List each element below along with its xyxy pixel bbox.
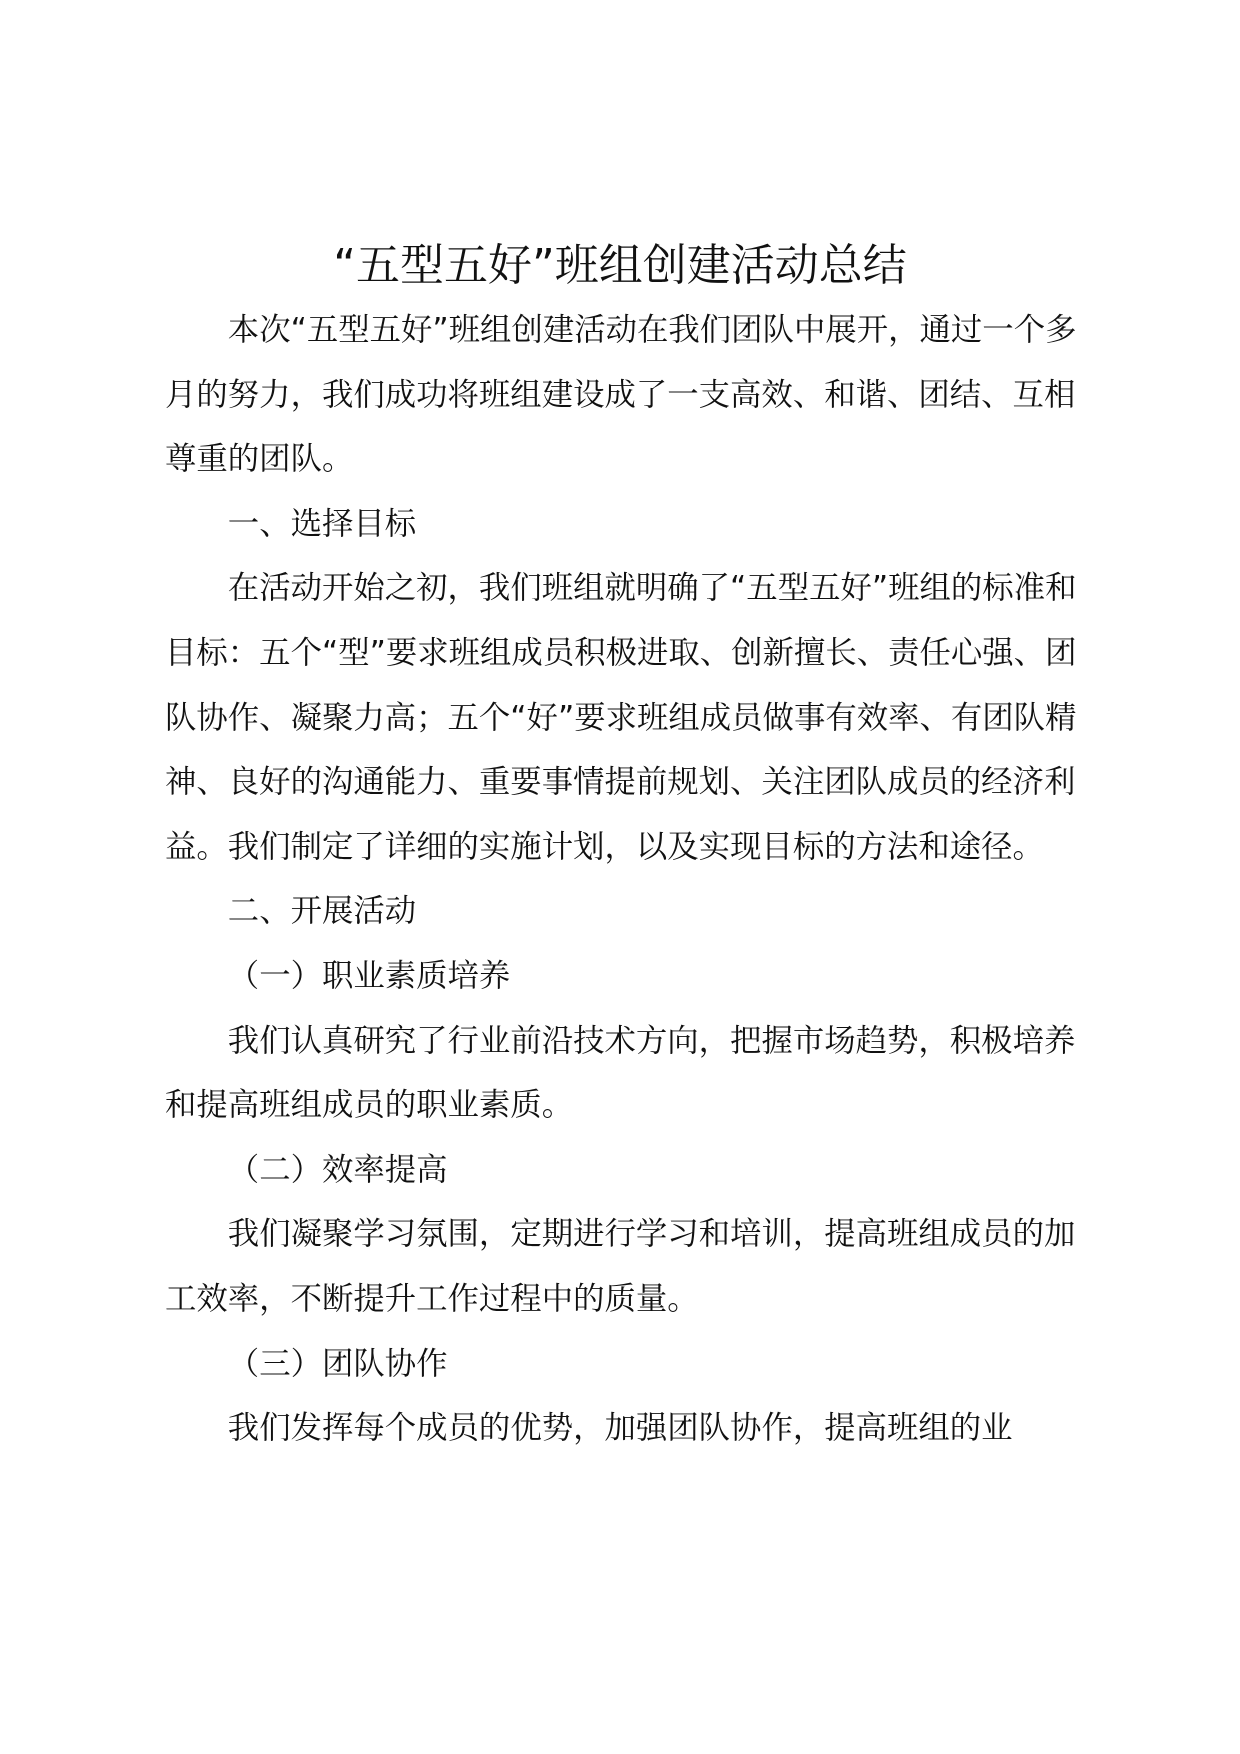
subsection-heading: （二）效率提高 (227, 1151, 448, 1188)
subsection-heading: （三）团队协作 (227, 1345, 448, 1382)
section-heading: 一、选择目标 (227, 505, 417, 542)
body-paragraph: 我们认真研究了行业前沿技术方向，把握市场趋势，积极培养和提高班组成员的职业素质。 (165, 1022, 1076, 1124)
intro-paragraph: 本次“五型五好”班组创建活动在我们团队中展开，通过一个多月的努力，我们成功将班组建设成了一支高效、和谐、团结、互相尊重的团队。 (165, 312, 1077, 478)
document-body (165, 298, 1085, 1461)
document-title: “五型五好”班组创建活动总结 (333, 240, 907, 291)
body-paragraph: 在活动开始之初，我们班组就明确了“五型五好”班组的标准和目标：五个“型”要求班组成员积极进取、创新擅长、责任心强、团队协作、凝聚力高；五个“好”要求班组成员做事有效率、有团队精神、良好的沟通能力、重要事情提前规划、关注团队成员的经济利益。我们制定了详细的实施计划，以及实现目标的方法和途径。 (165, 570, 1077, 865)
body-paragraph: 我们凝聚学习氛围，定期进行学习和培训，提高班组成员的加工效率，不断提升工作过程中的质量。 (165, 1216, 1076, 1317)
section-heading: 二、开展活动 (227, 893, 417, 930)
subsection-heading: （一）职业素质培养 (227, 957, 511, 994)
body-paragraph: 我们发挥每个成员的优势，加强团队协作，提高班组的业 (227, 1410, 1013, 1447)
